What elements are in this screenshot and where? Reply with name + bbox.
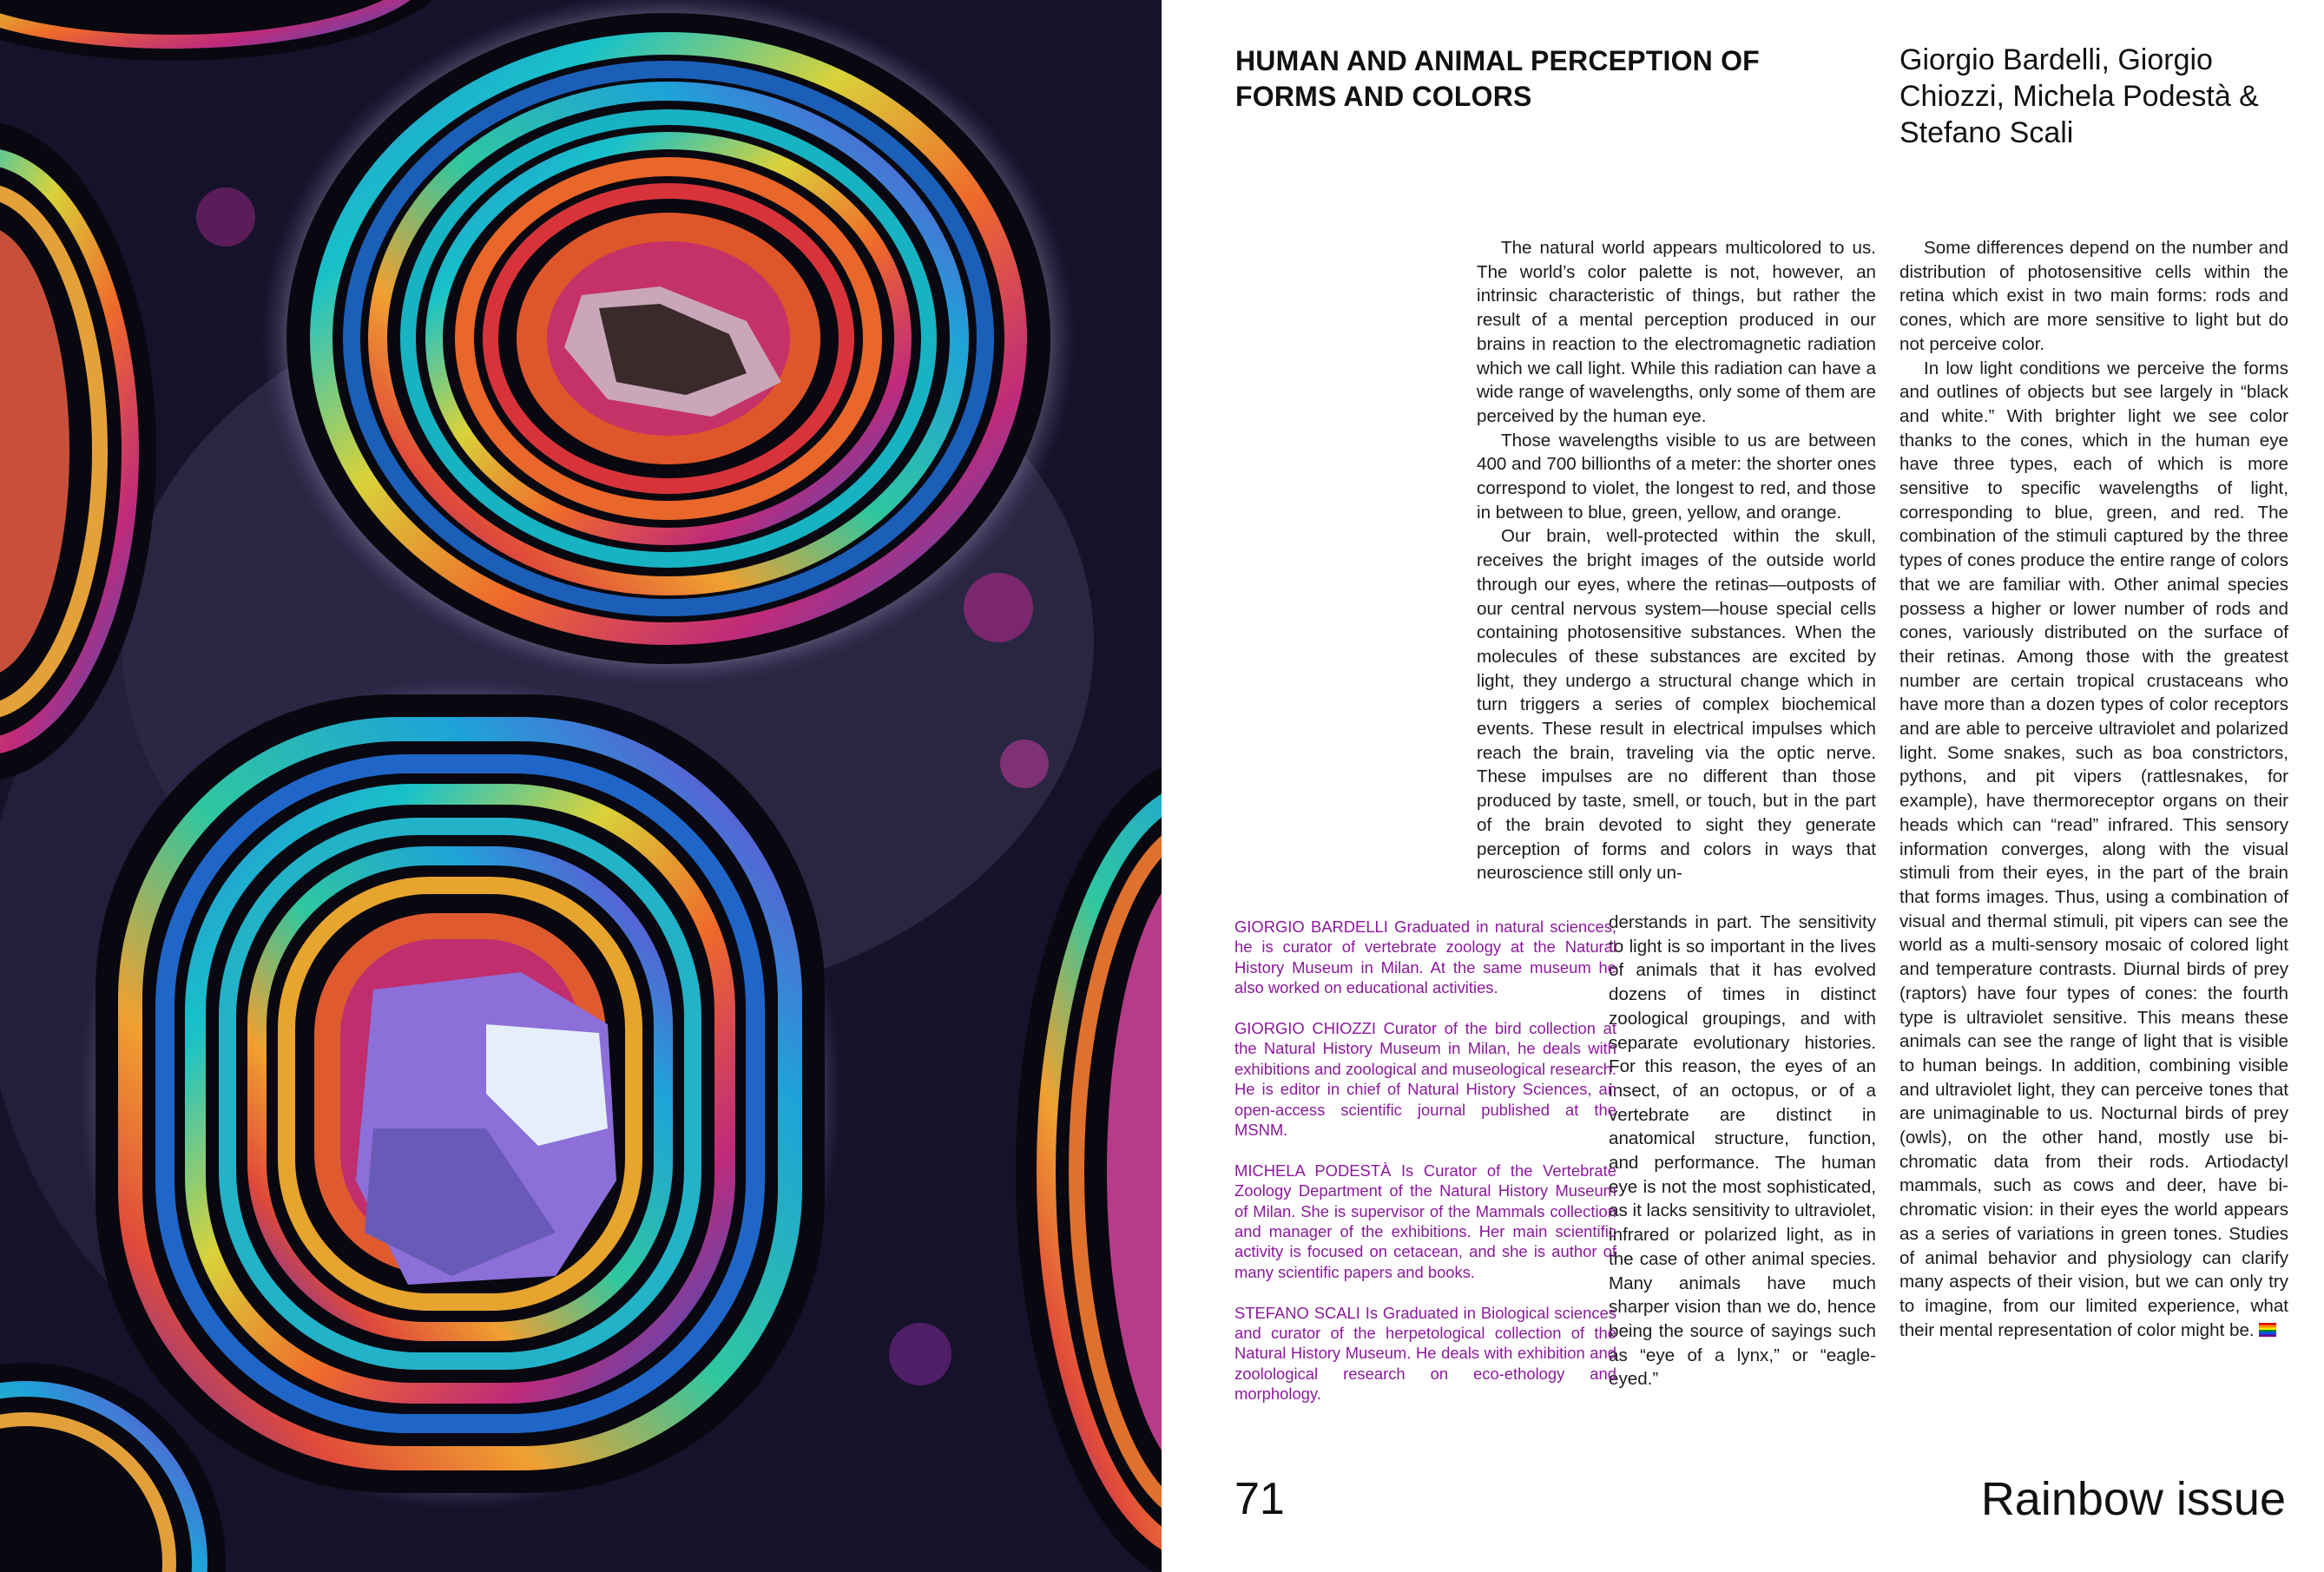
body-paragraph: The natural world appears multicolored to us. The world’s color palette is not, however, an intrinsic characteristic of things, but rather the result of a mental perception produced in our brains in reaction to the electromagnetic radiation which we call light. While this radiation can have a wide range of wavelengths, only some of them are perceived by the human eye. bbox=[1477, 238, 1876, 426]
body-paragraph: Some differences depend on the number and distribution of photosensitive cells within the retina which exist in two main forms: rods and cones, which are more sensitive to light but do not perceive color. bbox=[1899, 238, 2288, 354]
author-bios bbox=[1234, 917, 1616, 1424]
body-paragraph: derstands in part. The sensitivity to light is so important in the lives of animals that it has evolved dozens of times in distinct zoological groupings, and with separate evolutionary histories. For this reason, the eyes of an insect, of an octopus, or of a vertebrate are distinct in anatomical structure, function, and performance. The human eye is not the most sophisticated, as it lacks sensitivity to ultraviolet, infrared or polarized light, as in the case of other animal species. Many animals have much sharper vision than we do, hence being the source of sayings such as “eye of a lynx,” or “eagle-eyed.” bbox=[1609, 912, 1876, 1390]
top-oval-crystal bbox=[260, 0, 1076, 686]
article-title: HUMAN AND ANIMAL PERCEPTION OF FORMS AND COLORS bbox=[1235, 45, 1760, 112]
body-paragraph bbox=[1899, 357, 2288, 1343]
author-bio: GIORGIO BARDELLI Graduated in natural sciences, he is curator of vertebrate zoology at the Natural History Museum in Milan. At the same museum he also worked on educational activities. bbox=[1234, 918, 1616, 997]
bottom-square-crystal bbox=[78, 677, 842, 1510]
body-column-continuation bbox=[1609, 911, 1876, 1391]
author-bio: STEFANO SCALI Is Graduated in Biological sciences and curator of the herpetological collection of the Natural History Museum. He deals with exhibition and zoolological research on eco-ethology and morphology. bbox=[1234, 1303, 1616, 1404]
rainbow-flag-icon bbox=[2259, 1323, 2276, 1337]
author-bio: GIORGIO CHIOZZI Curator of the bird collection at the Natural History Museum in Milan, he deals with exhibitions and zoological and museological research. He is editor in chief of Natural History Sciences, an open-access scientific journal published at the MSNM. bbox=[1234, 1019, 1616, 1140]
body-paragraph: Our brain, well-protected within the skull, receives the bright images of the outside world through our eyes, where the retinas—outposts of our central nervous system—house special cells containing photosensitive substances. When the molecules of these substances are excited by light, they undergo a structural change which in turn triggers a series of complex biochemical events. These result in electrical impulses which reach the brain, traveling via the optic nerve. These impulses are no different than those produced by taste, smell, or touch, but in the part of the brain devoted to sight they generate perception of forms and colors in ways that neuroscience still only un- bbox=[1477, 526, 1876, 884]
body-paragraph: Those wavelengths visible to us are between 400 and 700 billionths of a meter: the shorter ones correspond to violet, the longest to red, and those in between to blue, green, yellow, and orange. bbox=[1477, 430, 1876, 523]
article-page bbox=[1162, 0, 2324, 1572]
article-authors: Giorgio Bardelli, Giorgio Chiozzi, Michela Podestà & Stefano Scali bbox=[1899, 43, 2259, 149]
author-bio: MICHELA PODESTÀ Is Curator of the Vertebrate Zoology Department of the Natural History Museum of Milan. She is supervisor of the Mammals collection and manager of the exhibitions. Her main scientific activity is focused on cetacean, and she is author of many scientific papers and books. bbox=[1234, 1161, 1616, 1281]
issue-name: Rainbow issue bbox=[1980, 1473, 2286, 1525]
body-paragraph-text: In low light conditions we perceive the forms and outlines of objects but see largely in “black and white.” With brighter light we see color thanks to the cones, which in the human eye have three types, each of which is more sensitive to specific wavelengths of light, corresponding to blue, green, and red. The combination of the stimuli captured by the three types of cones produce the entire range of colors that we are familiar with. Other animal species possess a higher or lower number of rods and cones, variously distributed on the surface of their retinas. Among those with the greatest number are certain tropical crustaceans who have more than a dozen types of color receptors and are able to perceive ultraviolet and polarized light. Some snakes, such as boa constrictors, pythons, and pit vipers (rattlesnakes, for example), have thermoreceptor organs on their heads which can “read” infrared. This sensory information converges, along with the visual stimuli from their eyes, in the part of the brain that forms images. Thus, using a combination of visual and thermal stimuli, pit vipers can see the world as a multi-sensory mosaic of colored light and temperature contrasts. Diurnal birds of prey (raptors) have four types of cones: the fourth type is ultraviolet sensitive. This means these animals can see the range of light that is visible to human beings. In addition, combining visible and ultraviolet light, they can perceive tones that are unimaginable to us. Nocturnal birds of prey (owls), on the other hand, mostly use bi-chromatic data from their rods. Artiodactyl mammals, such as cows and deer, have bi-chromatic vision: in their eyes the world appears as a series of variations in green tones. Studies of animal behavior and physiology can clarify many aspects of their vision, but we can only try to imagine, from our limited experience, what their mental representation of color might be. bbox=[1899, 358, 2288, 1340]
page-number: 71 bbox=[1234, 1474, 1285, 1524]
body-column-right bbox=[1899, 236, 2288, 1342]
body-column-left bbox=[1477, 236, 1876, 885]
